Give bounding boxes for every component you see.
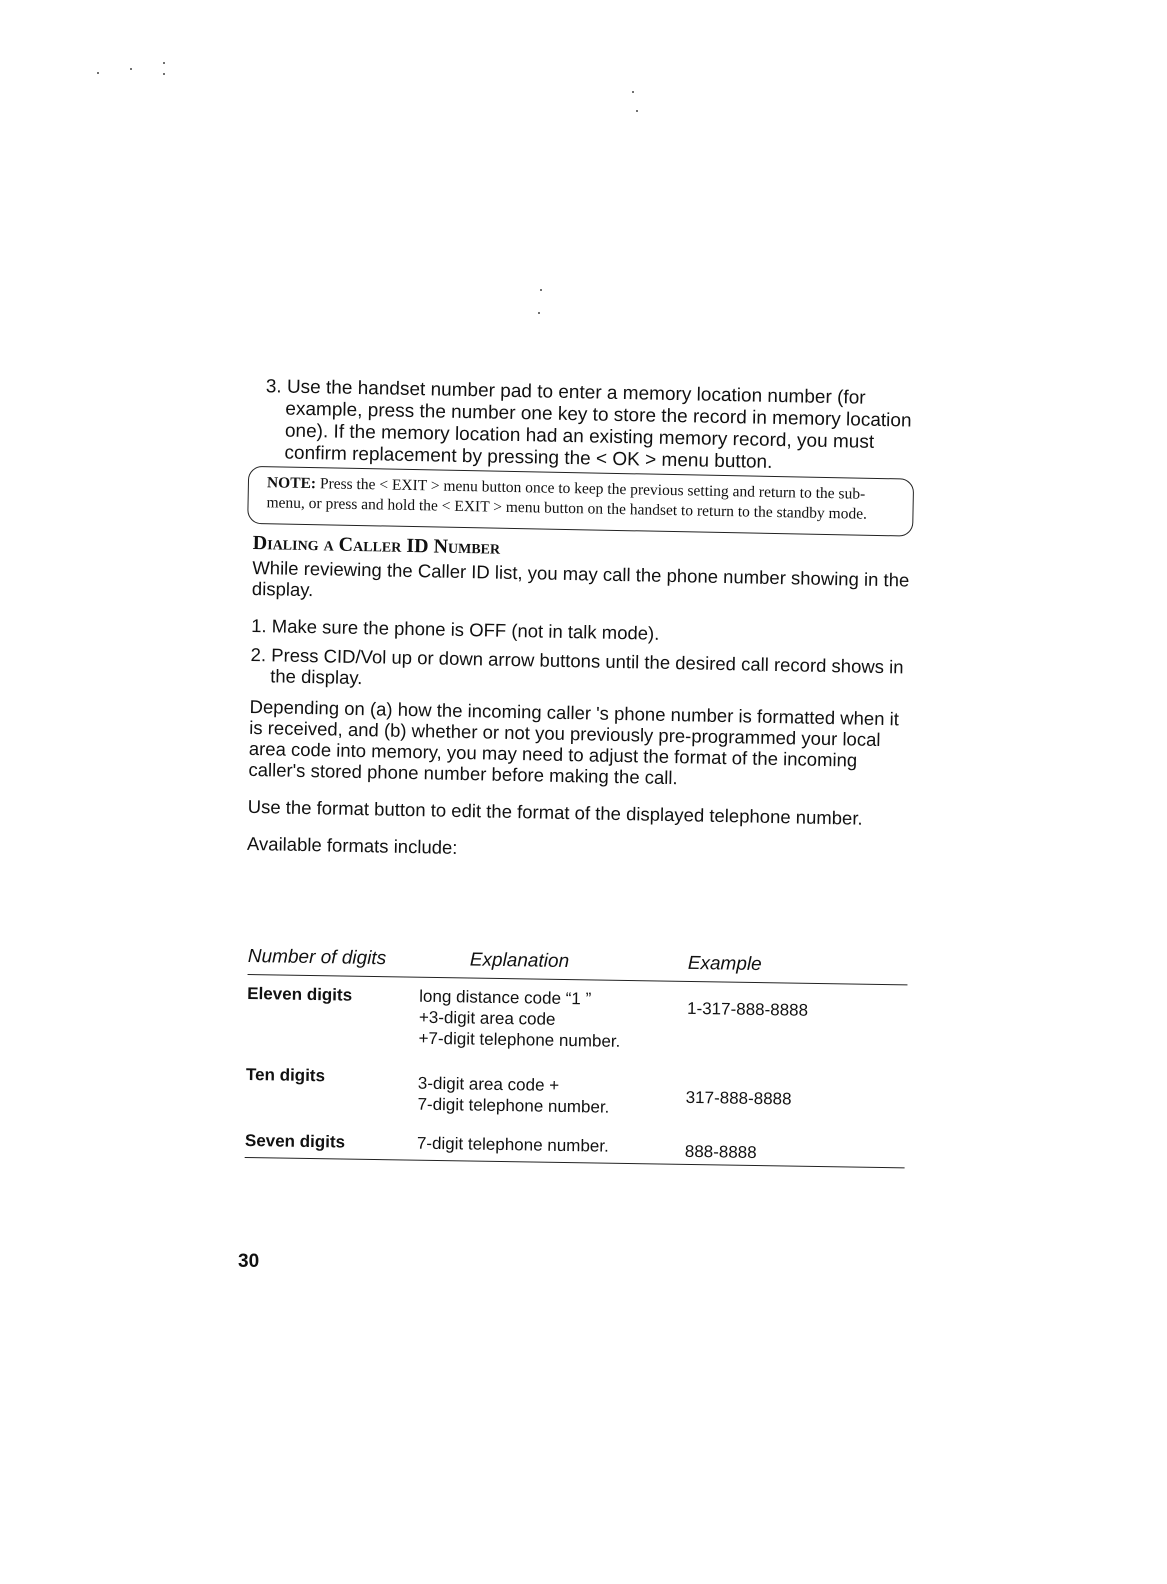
list-item [250, 644, 911, 699]
intro-paragraph: While reviewing the Caller ID list, you may call the phone number showing in the display. [251, 556, 910, 601]
explanation-line: +3-digit area code [418, 1007, 556, 1029]
explanation-line: 3-digit area code + [417, 1073, 560, 1095]
available-formats-paragraph: Available formats include: [246, 832, 458, 858]
scan-speck [538, 312, 540, 314]
cell-digits: Seven digits [244, 1130, 346, 1152]
scan-speck [163, 73, 165, 75]
explanation-line: +7-digit telephone number. [418, 1028, 621, 1051]
header-digits: Number of digits [247, 946, 387, 970]
note-text: Press the < EXIT > menu button once to keep the previous setting and return to the sub-menu, or press and hold the < EXIT > menu button on the handset to return to the standby mode. [266, 475, 868, 523]
format-button-paragraph: Use the format button to edit the format of the displayed telephone number. [247, 795, 863, 829]
cell-example: 1-317-888-8888 [686, 998, 809, 1020]
step-3 [264, 376, 916, 476]
step-text: Make sure the phone is OFF (not in talk mode). [271, 615, 660, 644]
step-text: Press CID/Vol up or down arrow buttons until the desired call record shows in the display. [270, 644, 904, 689]
list-item [251, 615, 911, 649]
scan-speck [130, 68, 132, 70]
step-number: 3. [265, 376, 282, 398]
table-row [246, 983, 907, 1056]
cell-digits: Ten digits [245, 1064, 326, 1086]
formats-table [245, 946, 908, 1168]
cell-example: 888-8888 [684, 1141, 757, 1163]
scan-speck [97, 72, 99, 74]
cell-explanation [417, 1133, 685, 1158]
cell-digits: Eleven digits [247, 983, 353, 1005]
page-number: 30 [238, 1251, 260, 1272]
header-explanation: Explanation [469, 949, 570, 973]
header-example: Example [687, 952, 762, 976]
cell-explanation [418, 986, 687, 1053]
step-number: 1. [251, 614, 267, 637]
section-heading: Dialing a Caller ID Number [252, 531, 501, 559]
main-content [247, 376, 916, 883]
scan-speck [163, 62, 165, 64]
scan-speck [636, 110, 638, 112]
table-row [245, 1064, 906, 1122]
scan-speck [540, 289, 542, 291]
note-box [247, 466, 914, 537]
cell-example: 317-888-8888 [685, 1087, 792, 1109]
step-number: 2. [250, 643, 267, 666]
explanation-line: long distance code “1 ” [419, 986, 592, 1009]
note-label: NOTE: [266, 474, 317, 493]
step-text: Use the handset number pad to enter a memory location number (for example, press the number one key to store the record in memory location one). If the memory location had an existing memory record, you must confirm replacement by pressing the < OK > menu button. [284, 376, 912, 473]
explanation-line: 7-digit telephone number. [416, 1133, 609, 1156]
format-explanation-paragraph: Depending on (a) how the incoming caller 's phone number is formatted when it is received, and (b) whether or not you previously pre-programmed your local area code into memory, you may need to adjust the format of the incoming caller's stored phone number before making the call. [248, 695, 900, 789]
cell-explanation [417, 1067, 686, 1119]
explanation-line: 7-digit telephone number. [417, 1094, 610, 1117]
table-row [245, 1130, 905, 1168]
steps-list [250, 615, 911, 699]
scan-speck [632, 91, 634, 93]
